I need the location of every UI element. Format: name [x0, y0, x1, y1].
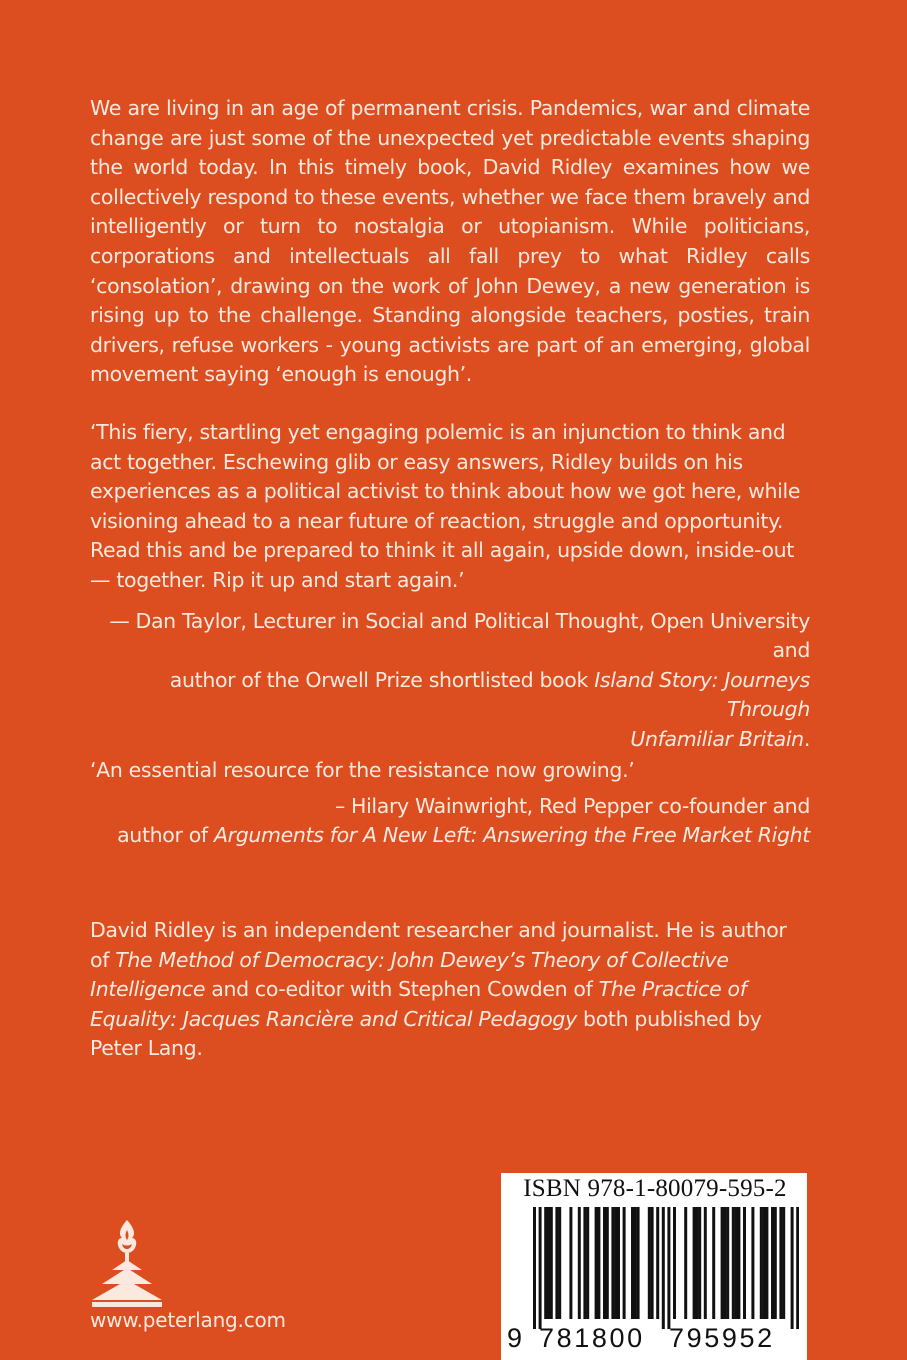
barcode-bar [606, 1207, 609, 1319]
endorsement-quote: ‘An essential resource for the resistance now growing.’ [90, 758, 635, 782]
attribution-line: author of the Orwell Prize shortlisted book [169, 667, 595, 692]
isbn-label: ISBN 978-1-80079-595-2 [523, 1175, 787, 1202]
barcode-digit-first: 9 [507, 1323, 523, 1353]
barcode-bar [698, 1207, 701, 1319]
barcode-bar [737, 1207, 740, 1319]
bio-book-title: The Practice of Equality: Jacques Rancière and Critical Pedagogy [90, 977, 747, 1031]
barcode-bar [634, 1207, 637, 1319]
attribution-period: . [803, 726, 810, 751]
barcode-bar [732, 1207, 735, 1319]
barcode-bar [760, 1207, 763, 1319]
publisher-url[interactable]: www.peterlang.com [90, 1308, 286, 1332]
barcode-digits-left: 781800 [539, 1323, 645, 1353]
isbn-barcode [501, 1173, 807, 1360]
endorsement-attribution [90, 607, 810, 755]
barcode-bar [550, 1207, 553, 1319]
barcode-bar [779, 1207, 782, 1319]
attribution-line: — Dan Taylor, Lecturer in Social and Political Thought, Open University and [109, 608, 810, 663]
barcode-bar [774, 1207, 777, 1319]
attribution-line: author of [117, 823, 214, 848]
barcode-bar [603, 1207, 606, 1319]
barcode-bar [673, 1207, 676, 1319]
barcode-bar [631, 1207, 634, 1319]
barcode-bar [765, 1207, 768, 1319]
bio-end: both published by Peter Lang. [90, 1006, 762, 1061]
barcode-guard-bar [539, 1207, 542, 1329]
attribution-book-title: Arguments for A New Left: Answering the Free Market Right [213, 823, 810, 848]
barcode-bar [743, 1207, 746, 1319]
barcode-bar [586, 1207, 589, 1319]
barcode-bar [648, 1207, 651, 1319]
bio-book-title: The Method of Democracy: John Dewey’s Theory of Collective Intelligence [90, 947, 729, 1002]
barcode-bar [569, 1207, 572, 1319]
peter-lang-logo-icon [92, 1218, 162, 1310]
barcode-bar [637, 1207, 640, 1319]
barcode-bar [614, 1207, 617, 1319]
barcode-bar [704, 1207, 707, 1319]
barcode-bar [555, 1207, 558, 1319]
barcode-bar [558, 1207, 561, 1319]
barcode-bar [763, 1207, 766, 1319]
barcode-guard-bar [791, 1207, 794, 1329]
endorsement-quote: ‘This fiery, startling yet engaging polemic is an injunction to think and act together. Eschewing glib or easy answers, Ridley builds on his experiences as a political activist to think about how we got here, while visioning ahead to a near future of reaction, struggle and opportunity. Read this and be prepared to think it all again, upside down, inside-out — together. Rip it up and start again.’ [90, 420, 801, 592]
barcode-bar [693, 1207, 696, 1319]
endorsement-hilary-wainwright [90, 756, 810, 851]
barcode-bar [623, 1207, 626, 1319]
barcode-bar [611, 1207, 614, 1319]
bio-intro: David Ridley is an independent researcher and journalist. He is author of [90, 918, 787, 972]
barcode-guard-bar [662, 1207, 665, 1329]
bio-mid: and co-editor with Stephen Cowden of [205, 977, 599, 1002]
barcode-bar [695, 1207, 698, 1319]
barcode-bar [656, 1207, 659, 1319]
barcode-bar [547, 1207, 550, 1319]
barcode-bar [578, 1207, 581, 1319]
barcode-bar [544, 1207, 547, 1319]
barcode-bar [617, 1207, 620, 1319]
barcode-bar [782, 1207, 785, 1319]
endorsement-attribution [90, 792, 810, 851]
barcode-bar [651, 1207, 654, 1319]
endorsement-dan-taylor [90, 418, 810, 755]
barcode-bar [684, 1207, 687, 1319]
barcode-bar [595, 1207, 598, 1319]
barcode-bar [583, 1207, 586, 1319]
attribution-book-title: Island Story: Journeys Through [594, 667, 810, 722]
barcode-digits-right: 795952 [669, 1323, 775, 1353]
barcode-bar [597, 1207, 600, 1319]
barcode-bar [712, 1207, 715, 1319]
barcode-guard-bar [533, 1207, 536, 1329]
barcode-bar [721, 1207, 724, 1319]
author-bio [90, 916, 810, 1064]
book-blurb: We are living in an age of permanent crisis. Pandemics, war and climate change are just some of the unexpected yet predictable events shaping the world today. In this timely book, David Ridley examines how we collectively respond to these events, whether we face them bravely and intelligently or turn to nostalgia or utopianism. While politicians, corporations and intellectuals all fall prey to what Ridley calls ‘consolation’, drawing on the work of John Dewey, a new generation is rising up to the challenge. Standing alongside teachers, posties, train drivers, refuse workers - young activists are part of an emerging, global movement saying ‘enough is enough’. [90, 96, 810, 387]
attribution-line: – Hilary Wainwright, Red Pepper co-founder and [334, 793, 810, 818]
barcode-bar [726, 1207, 729, 1319]
barcode-bar [751, 1207, 754, 1319]
barcode-bar [735, 1207, 738, 1319]
barcode-bar [771, 1207, 774, 1319]
barcode-guard-bar [796, 1207, 799, 1329]
barcode-bars [509, 1207, 799, 1329]
barcode-bar [723, 1207, 726, 1319]
barcode-guard-bar [667, 1207, 670, 1329]
attribution-book-title: Unfamiliar Britain [630, 726, 804, 751]
